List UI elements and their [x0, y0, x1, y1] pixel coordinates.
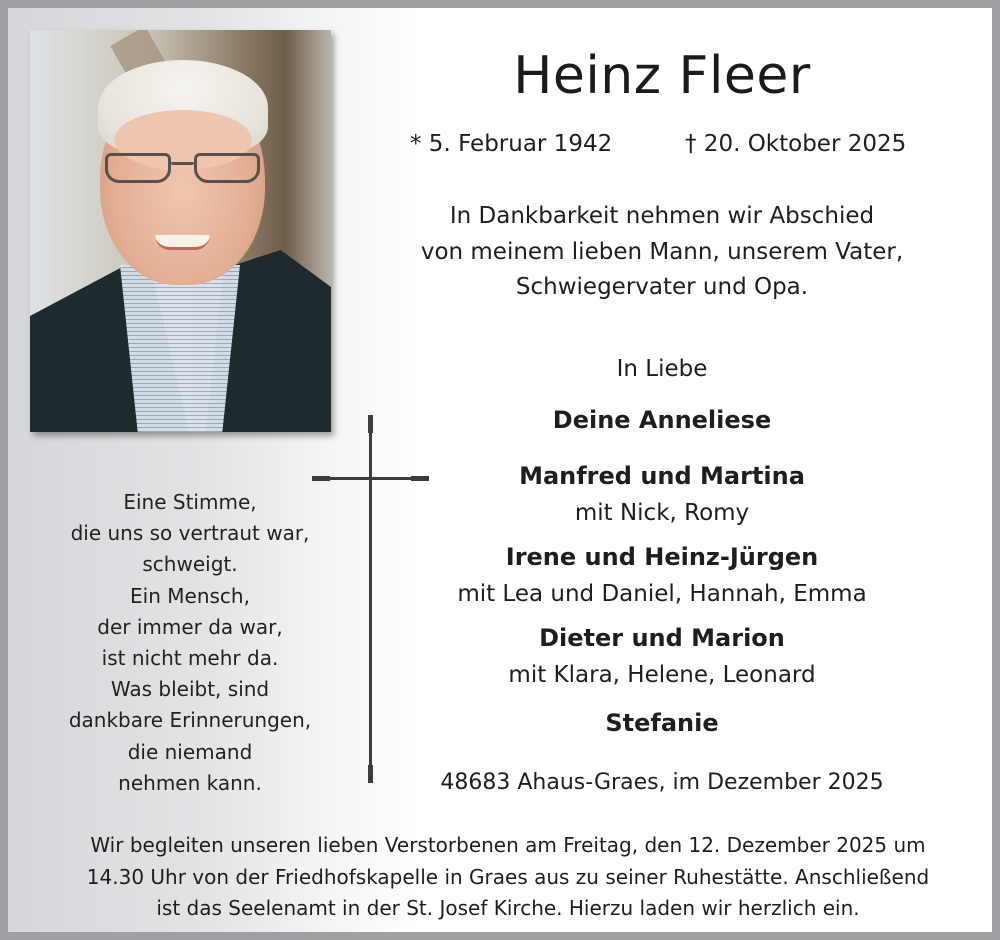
- family-member-children: mit Nick, Romy: [574, 500, 750, 526]
- family-member: Manfred und Martina: [519, 462, 805, 490]
- family-member: Irene und Heinz-Jürgen: [505, 543, 819, 571]
- photo-shirt: [120, 265, 240, 432]
- family-member: Stefanie: [605, 709, 719, 737]
- poem-line: die niemand: [127, 739, 253, 764]
- farewell-line: von meinem lieben Mann, unserem Vater,: [420, 238, 904, 265]
- family-member-children: mit Lea und Daniel, Hannah, Emma: [457, 581, 867, 607]
- poem-line: ist nicht mehr da.: [101, 646, 279, 671]
- portrait-photo: [30, 30, 331, 432]
- poem-line: dankbare Erinnerungen,: [68, 708, 312, 733]
- farewell-line: Schwiegervater und Opa.: [515, 274, 809, 300]
- photo-smile: [155, 235, 210, 250]
- closing-phrase: In Liebe: [616, 356, 708, 382]
- poem-line: Eine Stimme,: [123, 490, 257, 514]
- deceased-name: Heinz Fleer: [513, 46, 811, 106]
- funeral-details: [16, 830, 1000, 925]
- death-date: † 20. Oktober 2025: [685, 131, 907, 157]
- poem-line: Was bleibt, sind: [110, 677, 270, 702]
- farewell-text: [368, 199, 956, 306]
- poem-line: schweigt.: [142, 552, 238, 577]
- poem-line: die uns so vertraut war,: [70, 521, 310, 546]
- family-member: Dieter und Marion: [539, 624, 785, 652]
- birth-date: * 5. Februar 1942: [410, 131, 613, 157]
- farewell-line: In Dankbarkeit nehmen wir Abschied: [449, 203, 875, 229]
- family-member-children: mit Klara, Helene, Leonard: [508, 662, 816, 688]
- funeral-line: 14.30 Uhr von der Friedhofskapelle in Graes aus zu seiner Ruhestätte. Anschließend: [86, 864, 930, 889]
- poem-line: Ein Mensch,: [130, 583, 250, 608]
- poem-line: nehmen kann.: [118, 770, 262, 795]
- photo-glasses: [105, 153, 260, 185]
- obituary-card: [8, 8, 992, 932]
- poem-line: der immer da war,: [97, 614, 283, 639]
- poem: [30, 487, 350, 799]
- place-date: 48683 Ahaus-Graes, im Dezember 2025: [440, 770, 884, 795]
- family-member: Deine Anneliese: [552, 406, 772, 434]
- funeral-line: ist das Seelenamt in der St. Josef Kirche. Hierzu laden wir herzlich ein.: [156, 896, 860, 920]
- funeral-line: Wir begleiten unseren lieben Verstorbenen am Freitag, den 12. Dezember 2025 um: [90, 833, 926, 857]
